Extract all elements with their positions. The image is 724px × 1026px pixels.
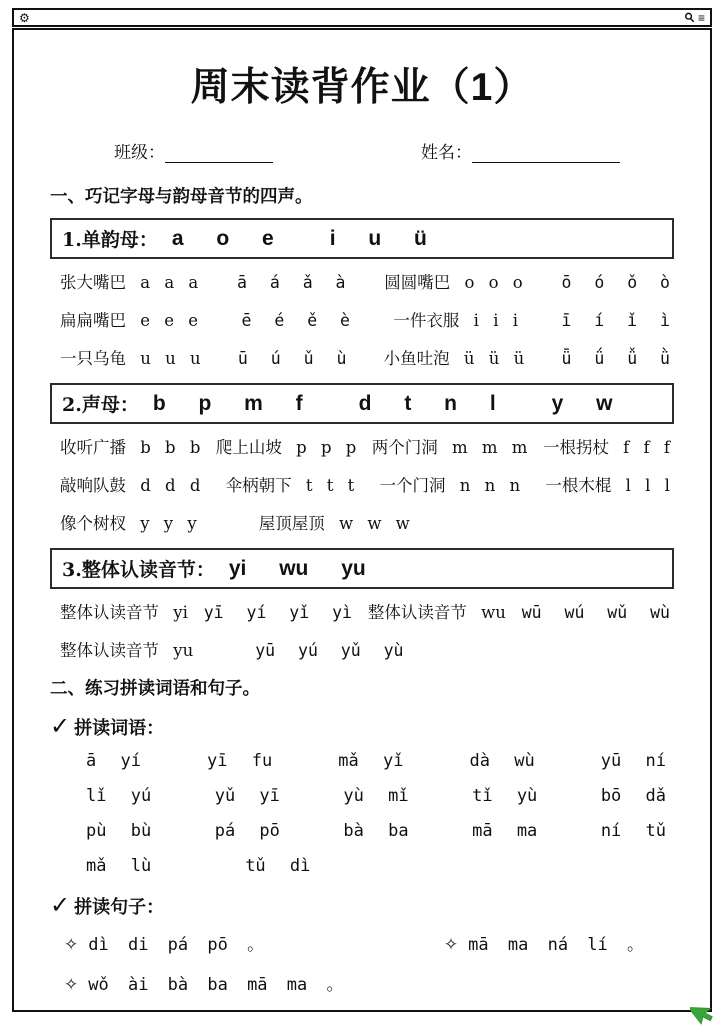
sentence-list: [50, 930, 674, 995]
box-shengmu: [50, 383, 674, 424]
box-zhengti-yindu: [50, 548, 674, 589]
word-row: mǎ lù tǔ dì: [86, 856, 311, 876]
box1-group-2: i u ü: [329, 226, 427, 250]
pinyin-row: 像个树杈 y y y 屋顶屋顶 w w w: [60, 514, 410, 533]
viewer-toolbar: [12, 8, 712, 27]
gear-icon[interactable]: ⚙: [19, 10, 30, 25]
pinyin-row: 收听广播 b b b 爬上山坡 p p p 两个门洞 m m m 一根拐杖 f f f: [60, 438, 670, 457]
word-list: [50, 751, 674, 876]
box2-group-2: d t n l: [358, 391, 496, 415]
name-field: [421, 138, 620, 163]
sentences-label: 拼读句子：: [74, 896, 165, 918]
diamond-bullet-icon: ✧: [64, 975, 79, 995]
section1-heading: 一、巧记字母与韵母音节的四声。: [50, 186, 313, 206]
sentence: ✧ dì di pá pō 。: [64, 935, 265, 955]
section2-heading: 二、练习拼读词语和句子。: [50, 678, 260, 698]
box2-label: 2.声母：: [62, 394, 139, 416]
pinyin-row: 扁扁嘴巴 e e e ē é ě è 一件衣服 i i i ī í ǐ ì: [60, 311, 670, 330]
sentence-row: [64, 930, 644, 955]
search-icon[interactable]: [684, 12, 695, 23]
dan-yunmu-rows: [50, 269, 674, 369]
box1-label: 1.单韵母：: [62, 229, 158, 251]
box3-label: 3.整体认读音节：: [62, 559, 215, 581]
words-label: 拼读词语：: [74, 717, 165, 739]
name-label: 姓名：: [421, 143, 472, 163]
box3-group-1: yi wu yu: [228, 556, 366, 580]
sentence-row: [64, 970, 644, 995]
header-fields: [50, 138, 674, 163]
box-dan-yunmu: [50, 218, 674, 259]
diamond-bullet-icon: ✧: [443, 935, 459, 955]
word-row: lǐ yú yǔ yī yù mǐ tǐ yù bō dǎ: [86, 786, 666, 806]
page-title: 周末读背作业（1）: [190, 66, 534, 109]
shengmu-rows: [50, 434, 674, 534]
class-label: 班级：: [114, 143, 165, 163]
words-subheading: [50, 712, 674, 741]
pinyin-row: 张大嘴巴 a a a ā á ǎ à 圆圆嘴巴 o o o ō ó ǒ ò: [60, 273, 670, 292]
menu-icon[interactable]: ≡: [697, 10, 705, 25]
sentences-subheading: [50, 891, 674, 920]
box1-group-1: a o e: [171, 226, 274, 250]
pinyin-row: 整体认读音节 yu yū yú yǔ yù: [60, 641, 404, 660]
pinyin-row: 一只乌龟 u u u ū ú ǔ ù 小鱼吐泡 ü ü ü ǖ ǘ ǚ ǜ: [60, 349, 670, 368]
word-row: ā yí yī fu mǎ yǐ dà wù yū ní: [86, 751, 666, 771]
class-blank-line: [165, 143, 273, 163]
checkmark-icon: ✓: [50, 713, 71, 740]
zhengti-rows: [50, 599, 674, 661]
worksheet-sheet: [12, 28, 712, 1012]
mouse-cursor-icon: [690, 998, 716, 1026]
pinyin-row: 敲响队鼓 d d d 伞柄朝下 t t t 一个门洞 n n n 一根木棍 l l l: [60, 476, 670, 495]
box2-group-1: b p m f: [152, 391, 303, 415]
checkmark-icon: ✓: [50, 892, 71, 919]
box2-group-3: y w: [551, 391, 613, 415]
name-blank-line: [472, 143, 620, 163]
sentence: ✧ wǒ ài bà ba mā ma 。: [64, 975, 344, 995]
diamond-bullet-icon: ✧: [64, 935, 79, 955]
pinyin-row: 整体认读音节 yi yī yí yǐ yì 整体认读音节 wu wū wú wǔ wù: [60, 603, 670, 622]
word-row: pù bù pá pō bà ba mā ma ní tǔ: [86, 821, 666, 841]
sentence: ✧ mā ma ná lí 。: [443, 935, 644, 955]
class-field: [114, 138, 273, 163]
